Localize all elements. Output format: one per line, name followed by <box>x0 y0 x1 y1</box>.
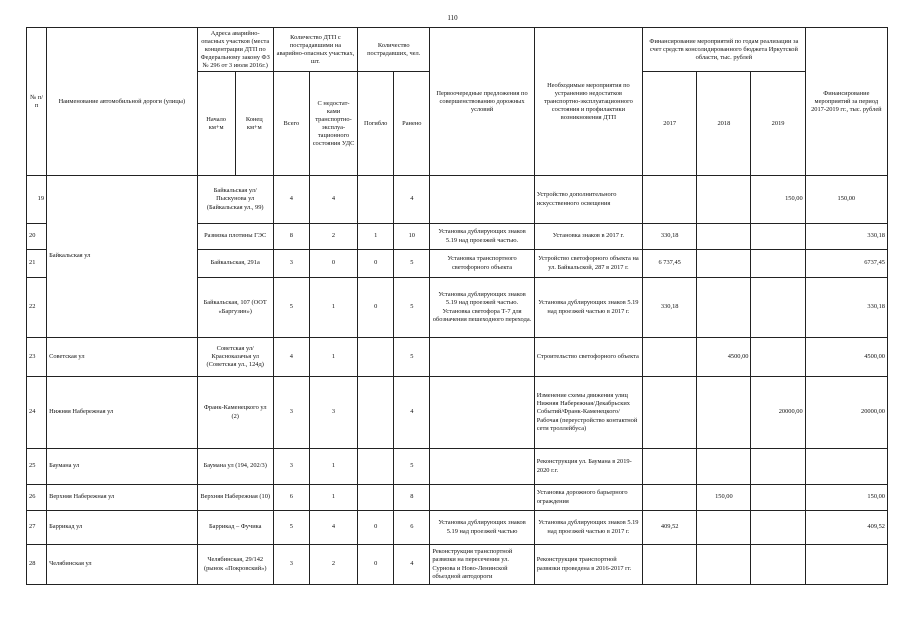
row-uds: 1 <box>309 278 357 338</box>
row-measures: Строительство светофорного объекта <box>534 338 642 377</box>
table-row <box>27 338 888 377</box>
row-measures: Установка дорожного барьерного ограждения <box>534 485 642 511</box>
row-total: 4 <box>273 338 309 377</box>
dtp-table <box>26 27 888 585</box>
row-road: Верхняя Набережная ул <box>47 485 198 511</box>
row-2017: 330,18 <box>643 224 697 250</box>
header-dtp: Количество ДТП с пострадавшими на аварийно-опасных участках, шт. <box>273 28 357 72</box>
row-total: 4 <box>273 176 309 224</box>
row-injured: 4 <box>394 545 430 585</box>
header-road: Наименование автомобильной дороги (улицы) <box>47 28 198 176</box>
row-killed: 0 <box>358 278 394 338</box>
table-row <box>27 545 888 585</box>
row-num: 19 <box>27 176 47 224</box>
row-injured: 4 <box>394 377 430 449</box>
row-2019 <box>751 545 805 585</box>
table-row <box>27 449 888 485</box>
row-measures: Реконструкция ул. Баумана в 2019-2020 г.г. <box>534 449 642 485</box>
row-uds: 1 <box>309 338 357 377</box>
row-num: 24 <box>27 377 47 449</box>
header-victims: Количество пострадавших, чел. <box>358 28 430 72</box>
row-injured: 10 <box>394 224 430 250</box>
row-fin-total: 409,52 <box>805 511 887 545</box>
row-address: Челябинская, 29/142 (рынок «Покровский») <box>197 545 273 585</box>
row-2018 <box>697 278 751 338</box>
row-2018 <box>697 449 751 485</box>
row-uds: 2 <box>309 224 357 250</box>
row-num: 21 <box>27 250 47 278</box>
row-address: Баррикад – Фучика <box>197 511 273 545</box>
table-row <box>27 377 888 449</box>
row-address: Баумана ул (194, 202/3) <box>197 449 273 485</box>
page-number: 110 <box>447 14 458 22</box>
row-killed <box>358 176 394 224</box>
row-uds: 1 <box>309 449 357 485</box>
row-2017 <box>643 176 697 224</box>
header-end: Конец км+м <box>235 72 273 176</box>
row-2018 <box>697 511 751 545</box>
row-2019 <box>751 485 805 511</box>
row-killed: 0 <box>358 545 394 585</box>
row-address: Байкальская, 291а <box>197 250 273 278</box>
row-uds: 4 <box>309 176 357 224</box>
row-killed <box>358 449 394 485</box>
header-measures: Необходимые мероприятия по устранению недостатков транспортно-эксплуатационного состояния и профилактики возникновения ДТП <box>534 28 642 176</box>
row-address: Байкальская ул/ Пыскунова ул (Байкальская ул., 99) <box>197 176 273 224</box>
row-priority: Реконструкция транспортной развязки на пересечении ул. Сурнова и Ново-Ленинской объездной автодороги <box>430 545 534 585</box>
row-injured: 4 <box>394 176 430 224</box>
row-priority <box>430 449 534 485</box>
row-priority <box>430 485 534 511</box>
row-priority: Установка дублирующих знаков 5.19 над проезжей частью. Установка светофора Т-7 для обозначения пешеходного перехода. <box>430 278 534 338</box>
header-num: № п/п <box>27 28 47 176</box>
row-priority: Установка дублирующих знаков 5.19 над проезжей частью. <box>430 224 534 250</box>
row-fin-total <box>805 545 887 585</box>
row-killed <box>358 338 394 377</box>
row-fin-total: 150,00 <box>805 485 887 511</box>
row-fin-total: 20000,00 <box>805 377 887 449</box>
row-2017 <box>643 377 697 449</box>
row-uds: 0 <box>309 250 357 278</box>
row-killed: 1 <box>358 224 394 250</box>
header-2019: 2019 <box>751 72 805 176</box>
row-2018: 150,00 <box>697 485 751 511</box>
table-row <box>27 511 888 545</box>
row-priority: Установка дублирующих знаков 5.19 над проезжей частью <box>430 511 534 545</box>
row-total: 3 <box>273 250 309 278</box>
row-injured: 5 <box>394 449 430 485</box>
header-address: Адреса аварийно-опасных участков (места концентрации ДТП по Федеральному закону ФЗ № 296 от 3 июля 2016г.) <box>197 28 273 72</box>
row-address: Развязка плотины ГЭС <box>197 224 273 250</box>
header-2018: 2018 <box>697 72 751 176</box>
row-injured: 5 <box>394 250 430 278</box>
row-road: Челябинская ул <box>47 545 198 585</box>
row-2019: 150,00 <box>751 176 805 224</box>
row-road: Советская ул <box>47 338 198 377</box>
row-2019 <box>751 224 805 250</box>
row-priority <box>430 338 534 377</box>
header-start: Начало км+м <box>197 72 235 176</box>
row-num: 25 <box>27 449 47 485</box>
row-2019: 20000,00 <box>751 377 805 449</box>
row-priority <box>430 377 534 449</box>
row-priority: Установка транспортного светофорного объекта <box>430 250 534 278</box>
row-address: Байкальская, 107 (ООТ «Баргузин») <box>197 278 273 338</box>
header-fin-total: Финансирование мероприятий за период 2017-2019 гг., тыс. рублей <box>805 28 887 176</box>
row-measures: Реконструкция транспортной развязки проведена в 2016-2017 гг. <box>534 545 642 585</box>
row-2017: 409,52 <box>643 511 697 545</box>
row-address: Советская ул/Красноказачья ул (Советская ул., 124д) <box>197 338 273 377</box>
header-killed: Погибло <box>358 72 394 176</box>
header-2017: 2017 <box>643 72 697 176</box>
row-fin-total: 330,18 <box>805 224 887 250</box>
row-2019 <box>751 338 805 377</box>
row-road: Баррикад ул <box>47 511 198 545</box>
row-measures: Установка дублирующих знаков 5.19 над проезжей частью в 2017 г. <box>534 511 642 545</box>
row-injured: 6 <box>394 511 430 545</box>
row-killed <box>358 485 394 511</box>
row-killed <box>358 377 394 449</box>
row-injured: 5 <box>394 278 430 338</box>
row-2017 <box>643 338 697 377</box>
row-2018 <box>697 377 751 449</box>
row-fin-total <box>805 449 887 485</box>
row-measures: Изменение схемы движения улиц Нижняя Набережная/Декабрьских Событий/Франк-Каменецкого/Рабочая (переустройство контактной сети троллейбуса) <box>534 377 642 449</box>
row-fin-total: 150,00 <box>805 176 887 224</box>
row-road: Баумана ул <box>47 449 198 485</box>
row-2018 <box>697 224 751 250</box>
row-num: 20 <box>27 224 47 250</box>
row-2019 <box>751 449 805 485</box>
row-2017 <box>643 545 697 585</box>
row-total: 8 <box>273 224 309 250</box>
row-uds: 4 <box>309 511 357 545</box>
row-2019 <box>751 511 805 545</box>
row-measures: Устройство светофорного объекта на ул. Байкальской, 287 в 2017 г. <box>534 250 642 278</box>
row-address: Франк-Каменецкого ул (2) <box>197 377 273 449</box>
row-total: 3 <box>273 377 309 449</box>
row-2018 <box>697 250 751 278</box>
row-injured: 8 <box>394 485 430 511</box>
header-uds: С недостат-ками транспортно-эксплуа-тационного состояния УДС <box>309 72 357 176</box>
table-row <box>27 176 888 224</box>
row-total: 3 <box>273 449 309 485</box>
row-2017 <box>643 449 697 485</box>
row-num: 23 <box>27 338 47 377</box>
header-financing: Финансирование мероприятий по годам реализации за счет средств консолидированного бюджета Иркутской области, тыс. рублей <box>643 28 806 72</box>
table-row <box>27 485 888 511</box>
road-name-merged: Байкальская ул <box>47 176 198 338</box>
row-total: 5 <box>273 511 309 545</box>
row-2019 <box>751 250 805 278</box>
row-measures: Устройство дополнительного искусственного освещения <box>534 176 642 224</box>
row-num: 27 <box>27 511 47 545</box>
row-total: 5 <box>273 278 309 338</box>
row-2018 <box>697 176 751 224</box>
row-killed: 0 <box>358 250 394 278</box>
header-priority: Первоочередные предложения по совершенствованию дорожных условий <box>430 28 534 176</box>
row-2017: 6 737,45 <box>643 250 697 278</box>
row-2019 <box>751 278 805 338</box>
header-total: Всего <box>273 72 309 176</box>
row-uds: 2 <box>309 545 357 585</box>
row-fin-total: 4500,00 <box>805 338 887 377</box>
row-priority <box>430 176 534 224</box>
row-uds: 3 <box>309 377 357 449</box>
row-address: Верхняя Набережная (10) <box>197 485 273 511</box>
row-road: Нижняя Набережная ул <box>47 377 198 449</box>
row-killed: 0 <box>358 511 394 545</box>
row-measures: Установка дублирующих знаков 5.19 над проезжей частью в 2017 г. <box>534 278 642 338</box>
row-num: 28 <box>27 545 47 585</box>
row-total: 3 <box>273 545 309 585</box>
row-measures: Установка знаков в 2017 г. <box>534 224 642 250</box>
row-total: 6 <box>273 485 309 511</box>
header-injured: Ранено <box>394 72 430 176</box>
row-injured: 5 <box>394 338 430 377</box>
row-num: 22 <box>27 278 47 338</box>
row-2017: 330,18 <box>643 278 697 338</box>
row-num: 26 <box>27 485 47 511</box>
row-2018: 4500,00 <box>697 338 751 377</box>
row-uds: 1 <box>309 485 357 511</box>
row-fin-total: 6737,45 <box>805 250 887 278</box>
row-fin-total: 330,18 <box>805 278 887 338</box>
row-2018 <box>697 545 751 585</box>
row-2017 <box>643 485 697 511</box>
